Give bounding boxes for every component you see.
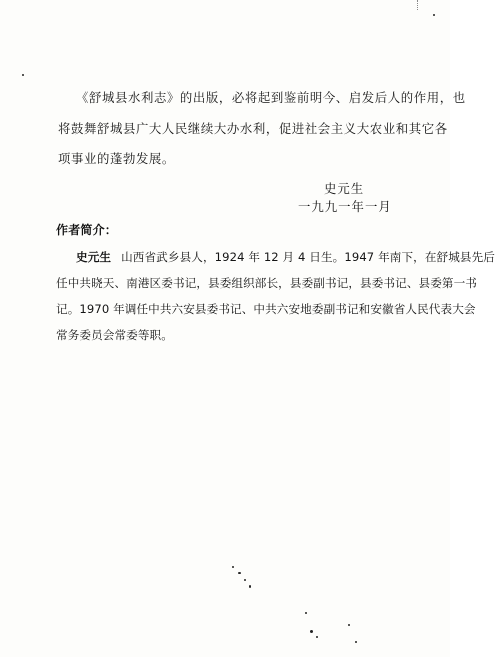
preface-line-1: 《舒城县水利志》的出版，必将起到鉴前明今、启发后人的作用，也 xyxy=(76,90,466,105)
scan-speck xyxy=(244,579,246,581)
bio-line-4: 常务委员会常委等职。 xyxy=(56,328,173,342)
scan-speck xyxy=(22,74,24,76)
scan-speck xyxy=(433,14,435,16)
scan-speck xyxy=(348,624,350,626)
signature-date: 一九九一年一月 xyxy=(298,199,392,214)
scan-speck xyxy=(355,641,357,643)
preface-line-2: 将鼓舞舒城县广大人民继续大办水利，促进社会主义大农业和其它各 xyxy=(58,121,448,136)
signature-author: 史元生 xyxy=(324,181,365,196)
preface-line-3: 项事业的蓬勃发展。 xyxy=(58,151,175,166)
scan-speck xyxy=(305,612,307,614)
bio-line-1-text: 山西省武乡县人，1924 年 12 月 4 日生。1947 年南下，在舒城县先后 xyxy=(121,250,495,264)
bio-line-3: 记。1970 年调任中共六安县委书记、中共六安地委副书记和安徽省人民代表大会 xyxy=(56,302,476,316)
scan-speck xyxy=(232,566,234,568)
scan-speck xyxy=(249,585,251,588)
bio-line-1 xyxy=(76,249,495,265)
scan-speck xyxy=(310,630,313,633)
bio-name: 史元生 xyxy=(76,250,112,264)
bio-line-2: 任中共晓天、南港区委书记，县委组织部长，县委副书记，县委书记、县委第一书 xyxy=(56,276,477,290)
scan-edge-mark xyxy=(417,0,432,10)
scan-speck xyxy=(316,636,318,638)
scan-speck xyxy=(238,572,241,574)
bio-heading: 作者简介： xyxy=(56,223,118,237)
